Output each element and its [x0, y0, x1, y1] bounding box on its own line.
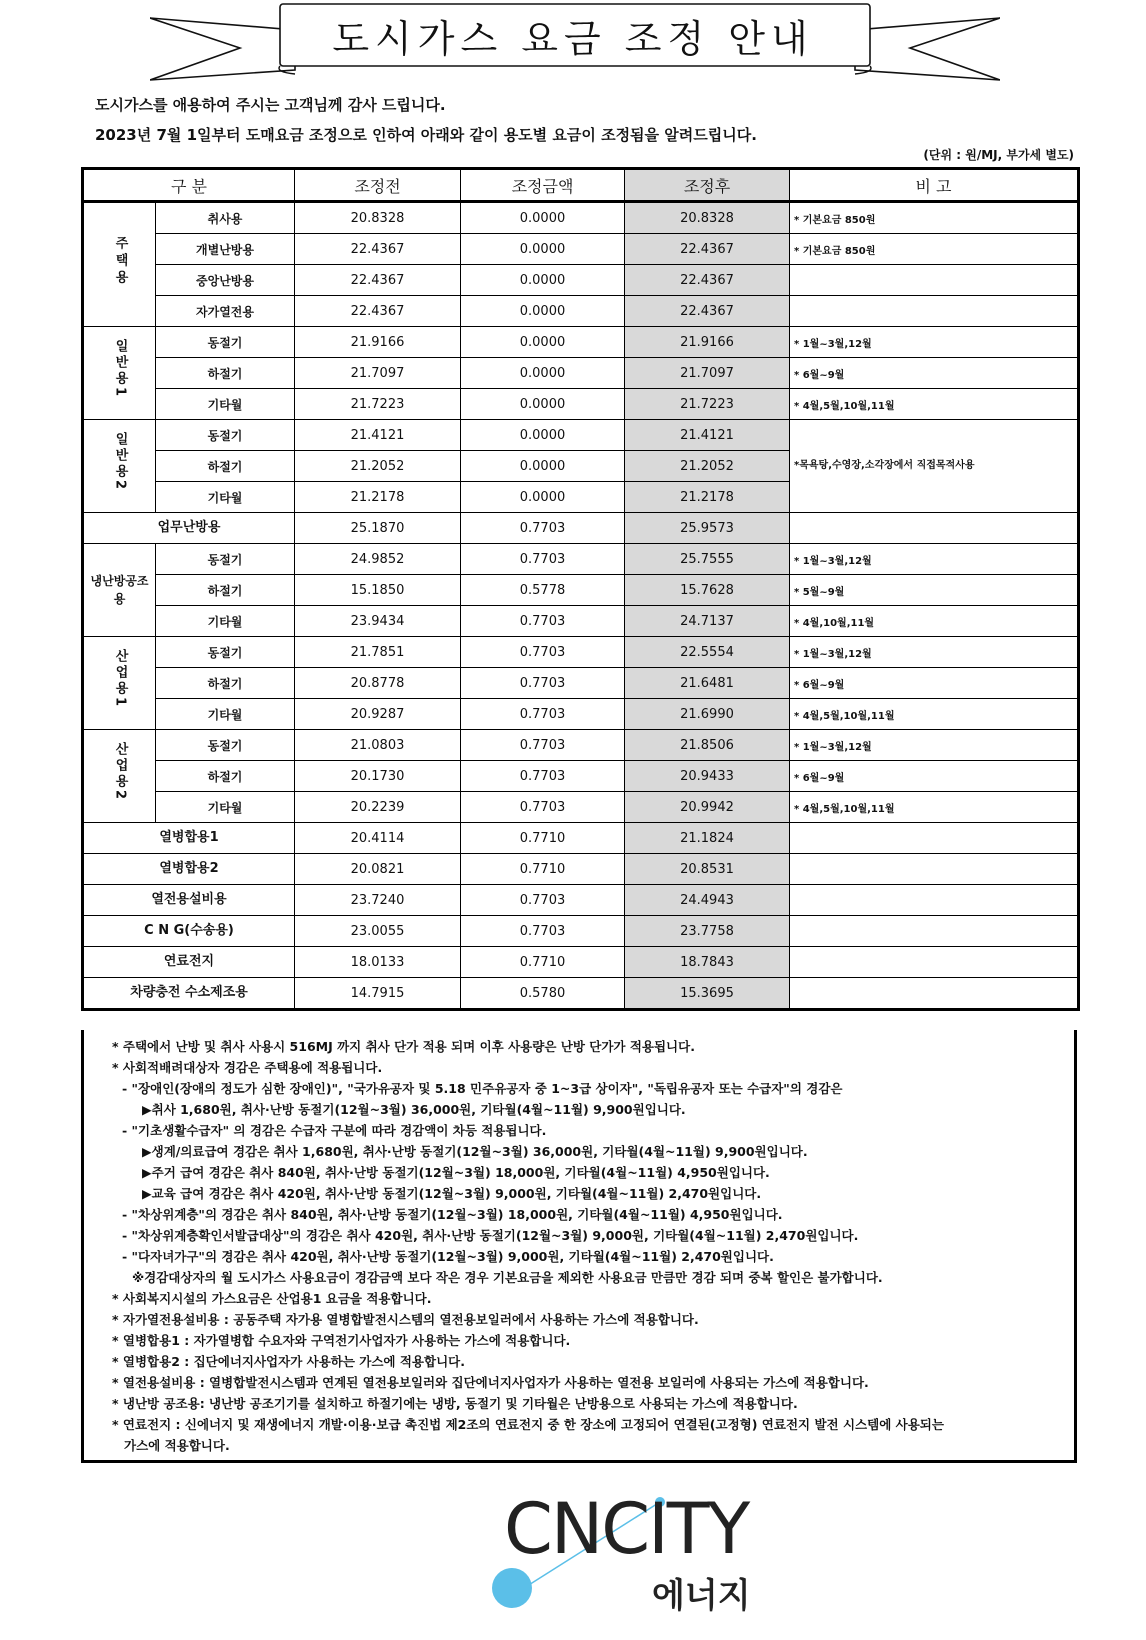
amount-cell: 0.5780	[461, 978, 625, 1010]
note-cell: * 6월~9월	[790, 668, 1079, 699]
logo-subtext: 에너지	[652, 1576, 751, 1616]
table-row	[83, 296, 1079, 327]
table-row	[83, 358, 1079, 389]
logo-text: CNCITY	[504, 1488, 749, 1570]
subcategory-cell: 중앙난방용	[156, 265, 295, 296]
before-cell: 21.0803	[295, 730, 461, 761]
table-row	[83, 761, 1079, 792]
amount-cell: 0.7703	[461, 637, 625, 668]
note-cell	[790, 916, 1079, 947]
after-cell: 21.7223	[625, 389, 790, 420]
notes-box	[81, 1030, 1077, 1463]
header-note: 비 고	[790, 169, 1079, 202]
subcategory-cell: 하절기	[156, 451, 295, 482]
category-label: 주택용	[112, 235, 128, 287]
after-cell: 22.4367	[625, 296, 790, 327]
amount-cell: 0.7710	[461, 854, 625, 885]
note-cell: * 4월,10월,11월	[790, 606, 1079, 637]
subcategory-cell: 동절기	[156, 730, 295, 761]
note-cell: * 5월~9월	[790, 575, 1079, 606]
amount-cell: 0.0000	[461, 389, 625, 420]
table-row	[83, 575, 1079, 606]
amount-cell: 0.0000	[461, 420, 625, 451]
note-cell: * 6월~9월	[790, 761, 1079, 792]
before-cell: 21.2178	[295, 482, 461, 513]
after-cell: 21.2178	[625, 482, 790, 513]
after-cell: 22.5554	[625, 637, 790, 668]
subcategory-cell: 기타월	[156, 482, 295, 513]
after-cell: 20.8531	[625, 854, 790, 885]
amount-cell: 0.7703	[461, 761, 625, 792]
category-cell	[83, 420, 156, 513]
subcategory-cell: 하절기	[156, 668, 295, 699]
table-header-row	[83, 169, 1079, 202]
rate-table	[81, 167, 1080, 1011]
note-cell: * 1월~3월,12월	[790, 637, 1079, 668]
subcategory-cell: 기타월	[156, 606, 295, 637]
note-cell: * 1월~3월,12월	[790, 327, 1079, 358]
note-cell	[790, 296, 1079, 327]
note-cell	[790, 513, 1079, 544]
subcategory-cell: 하절기	[156, 761, 295, 792]
after-cell: 24.7137	[625, 606, 790, 637]
after-cell: 25.7555	[625, 544, 790, 575]
after-cell: 22.4367	[625, 265, 790, 296]
subcategory-cell: 동절기	[156, 420, 295, 451]
header-before: 조정전	[295, 169, 461, 202]
category-label: 일반용1	[112, 339, 128, 400]
note-line: - "기초생활수급자" 의 경감은 수급자 구분에 따라 경감액이 차등 적용됩니다.	[122, 1123, 547, 1138]
category-label: 일반용2	[112, 432, 128, 493]
note-cell	[790, 885, 1079, 916]
note-line: ▶생계/의료급여 경감은 취사 1,680원, 취사·난방 동절기(12월~3월) 36,000원, 기타월(4월~11월) 9,900원입니다.	[142, 1144, 808, 1159]
after-cell: 21.2052	[625, 451, 790, 482]
before-cell: 20.8778	[295, 668, 461, 699]
intro-line-1: 도시가스를 애용하여 주시는 고객님께 감사 드립니다.	[95, 96, 446, 114]
category-cell: 열병합용1	[83, 823, 295, 854]
company-logo	[490, 1480, 790, 1630]
table-row	[83, 730, 1079, 761]
note-cell: * 4월,5월,10월,11월	[790, 699, 1079, 730]
note-line: - "장애인(장애의 정도가 심한 장애인)", "국가유공자 및 5.18 민주유공자 중 1~3급 상이자", "독립유공자 또는 수급자"의 경감은	[122, 1081, 843, 1096]
subcategory-cell: 동절기	[156, 544, 295, 575]
amount-cell: 0.7703	[461, 606, 625, 637]
before-cell: 20.0821	[295, 854, 461, 885]
after-cell: 21.6481	[625, 668, 790, 699]
subcategory-cell: 기타월	[156, 699, 295, 730]
amount-cell: 0.0000	[461, 451, 625, 482]
note-line: * 냉난방 공조용: 냉난방 공조기기를 설치하고 하절기에는 냉방, 동절기 및 기타월은 난방용으로 사용되는 가스에 적용합니다.	[112, 1396, 798, 1411]
table-row	[83, 885, 1079, 916]
subcategory-cell: 동절기	[156, 327, 295, 358]
after-cell: 20.8328	[625, 202, 790, 234]
note-line: * 열전용설비용 : 열병합발전시스템과 연계된 열전용보일러와 집단에너지사업자가 사용하는 열전용 보일러에 사용되는 가스에 적용합니다.	[112, 1375, 869, 1390]
subcategory-cell: 개별난방용	[156, 234, 295, 265]
table-row	[83, 637, 1079, 668]
after-cell: 23.7758	[625, 916, 790, 947]
note-cell	[790, 823, 1079, 854]
note-cell: * 1월~3월,12월	[790, 544, 1079, 575]
note-line: * 자가열전용설비용 : 공동주택 자가용 열병합발전시스템의 열전용보일러에서 사용하는 가스에 적용합니다.	[112, 1312, 699, 1327]
table-row	[83, 854, 1079, 885]
table-row	[83, 420, 1079, 451]
amount-cell: 0.0000	[461, 327, 625, 358]
before-cell: 25.1870	[295, 513, 461, 544]
amount-cell: 0.7703	[461, 513, 625, 544]
after-cell: 21.6990	[625, 699, 790, 730]
header-category: 구 분	[83, 169, 295, 202]
amount-cell: 0.0000	[461, 358, 625, 389]
after-cell: 21.8506	[625, 730, 790, 761]
table-row	[83, 668, 1079, 699]
note-cell: * 1월~3월,12월	[790, 730, 1079, 761]
subcategory-cell: 하절기	[156, 358, 295, 389]
before-cell: 20.8328	[295, 202, 461, 234]
amount-cell: 0.7703	[461, 792, 625, 823]
before-cell: 23.0055	[295, 916, 461, 947]
note-cell: * 6월~9월	[790, 358, 1079, 389]
before-cell: 22.4367	[295, 296, 461, 327]
header-after: 조정후	[625, 169, 790, 202]
category-cell: 업무난방용	[83, 513, 295, 544]
amount-cell: 0.7703	[461, 699, 625, 730]
after-cell: 24.4943	[625, 885, 790, 916]
unit-label: (단위 : 원/MJ, 부가세 별도)	[923, 148, 1074, 162]
note-cell: * 기본요금 850원	[790, 202, 1079, 234]
amount-cell: 0.7703	[461, 885, 625, 916]
note-line: * 열병합용1 : 자가열병합 수요자와 구역전기사업자가 사용하는 가스에 적용합니다.	[112, 1333, 571, 1348]
before-cell: 21.9166	[295, 327, 461, 358]
category-label: 산업용2	[112, 742, 128, 803]
amount-cell: 0.7710	[461, 823, 625, 854]
after-cell: 15.3695	[625, 978, 790, 1010]
table-row	[83, 389, 1079, 420]
note-cell: *목욕탕,수영장,소각장에서 직접목적사용	[790, 420, 1079, 513]
before-cell: 23.9434	[295, 606, 461, 637]
category-cell	[83, 202, 156, 327]
before-cell: 20.2239	[295, 792, 461, 823]
amount-cell: 0.5778	[461, 575, 625, 606]
amount-cell: 0.7703	[461, 916, 625, 947]
category-cell: C N G(수송용)	[83, 916, 295, 947]
before-cell: 20.1730	[295, 761, 461, 792]
table-row	[83, 234, 1079, 265]
note-line: * 사회복지시설의 가스요금은 산업용1 요금을 적용합니다.	[112, 1291, 432, 1306]
table-row	[83, 606, 1079, 637]
amount-cell: 0.0000	[461, 234, 625, 265]
subcategory-cell: 동절기	[156, 637, 295, 668]
category-cell	[83, 637, 156, 730]
note-line: * 열병합용2 : 집단에너지사업자가 사용하는 가스에 적용합니다.	[112, 1354, 465, 1369]
header-amount: 조정금액	[461, 169, 625, 202]
note-cell	[790, 265, 1079, 296]
after-cell: 20.9942	[625, 792, 790, 823]
category-cell: 차량충전 수소제조용	[83, 978, 295, 1010]
note-cell	[790, 978, 1079, 1010]
after-cell: 25.9573	[625, 513, 790, 544]
table-row	[83, 544, 1079, 575]
category-cell	[83, 730, 156, 823]
before-cell: 20.9287	[295, 699, 461, 730]
category-cell	[83, 327, 156, 420]
after-cell: 21.9166	[625, 327, 790, 358]
note-line: ▶교육 급여 경감은 취사 420원, 취사·난방 동절기(12월~3월) 9,000원, 기타월(4월~11월) 2,470원입니다.	[142, 1186, 762, 1201]
note-line: ※경감대상자의 월 도시가스 사용요금이 경감금액 보다 작은 경우 기본요금을 제외한 사용요금 만큼만 경감 되며 중복 할인은 불가합니다.	[132, 1270, 883, 1285]
amount-cell: 0.7703	[461, 668, 625, 699]
subcategory-cell: 기타월	[156, 389, 295, 420]
amount-cell: 0.7703	[461, 730, 625, 761]
before-cell: 22.4367	[295, 234, 461, 265]
before-cell: 22.4367	[295, 265, 461, 296]
after-cell: 21.7097	[625, 358, 790, 389]
after-cell: 15.7628	[625, 575, 790, 606]
amount-cell: 0.0000	[461, 202, 625, 234]
table-row	[83, 947, 1079, 978]
category-cell: 열전용설비용	[83, 885, 295, 916]
after-cell: 21.1824	[625, 823, 790, 854]
after-cell: 18.7843	[625, 947, 790, 978]
subcategory-cell: 자가열전용	[156, 296, 295, 327]
note-line: - "차상위계층"의 경감은 취사 840원, 취사·난방 동절기(12월~3월) 18,000원, 기타월(4월~11월) 4,950원입니다.	[122, 1207, 783, 1222]
category-cell: 열병합용2	[83, 854, 295, 885]
note-cell: * 4월,5월,10월,11월	[790, 792, 1079, 823]
before-cell: 21.7097	[295, 358, 461, 389]
category-label: 산업용1	[112, 649, 128, 710]
before-cell: 23.7240	[295, 885, 461, 916]
subcategory-cell: 기타월	[156, 792, 295, 823]
table-row	[83, 916, 1079, 947]
after-cell: 21.4121	[625, 420, 790, 451]
table-row	[83, 699, 1079, 730]
note-line: * 사회적배려대상자 경감은 주택용에 적용됩니다.	[112, 1060, 383, 1075]
note-cell: * 4월,5월,10월,11월	[790, 389, 1079, 420]
amount-cell: 0.7710	[461, 947, 625, 978]
category-cell: 연료전지	[83, 947, 295, 978]
note-line: * 연료전지 : 신에너지 및 재생에너지 개발·이용·보급 촉진법 제2조의 연료전지 중 한 장소에 고정되어 연결된(고정형) 연료전지 발전 시스템에 사용되는	[112, 1417, 944, 1432]
table-row	[83, 513, 1079, 544]
amount-cell: 0.0000	[461, 482, 625, 513]
subcategory-cell: 하절기	[156, 575, 295, 606]
before-cell: 24.9852	[295, 544, 461, 575]
note-line: - "다자녀가구"의 경감은 취사 420원, 취사·난방 동절기(12월~3월) 9,000원, 기타월(4월~11월) 2,470원입니다.	[122, 1249, 774, 1264]
category-cell: 냉난방공조용	[83, 544, 156, 637]
note-line: - "차상위계층확인서발급대상"의 경감은 취사 420원, 취사·난방 동절기(12월~3월) 9,000원, 기타월(4월~11월) 2,470원입니다.	[122, 1228, 859, 1243]
note-cell: * 기본요금 850원	[790, 234, 1079, 265]
before-cell: 21.2052	[295, 451, 461, 482]
intro-line-2: 2023년 7월 1일부터 도매요금 조정으로 인하여 아래와 같이 용도별 요금이 조정됨을 알려드립니다.	[95, 126, 757, 144]
note-cell	[790, 947, 1079, 978]
before-cell: 21.7223	[295, 389, 461, 420]
amount-cell: 0.0000	[461, 265, 625, 296]
note-line: ▶주거 급여 경감은 취사 840원, 취사·난방 동절기(12월~3월) 18,000원, 기타월(4월~11월) 4,950원입니다.	[142, 1165, 770, 1180]
table-row	[83, 202, 1079, 234]
page-title: 도시가스 요금 조정 안내	[332, 16, 814, 61]
note-line: * 주택에서 난방 및 취사 사용시 516MJ 까지 취사 단가 적용 되며 이후 사용량은 난방 단가가 적용됩니다.	[112, 1039, 695, 1054]
table-row	[83, 327, 1079, 358]
before-cell: 18.0133	[295, 947, 461, 978]
after-cell: 20.9433	[625, 761, 790, 792]
before-cell: 21.4121	[295, 420, 461, 451]
table-row	[83, 978, 1079, 1010]
amount-cell: 0.7703	[461, 544, 625, 575]
before-cell: 14.7915	[295, 978, 461, 1010]
amount-cell: 0.0000	[461, 296, 625, 327]
table-row	[83, 823, 1079, 854]
before-cell: 21.7851	[295, 637, 461, 668]
before-cell: 20.4114	[295, 823, 461, 854]
table-row	[83, 265, 1079, 296]
note-line: 가스에 적용합니다.	[124, 1438, 230, 1453]
note-cell	[790, 854, 1079, 885]
after-cell: 22.4367	[625, 234, 790, 265]
note-line: ▶취사 1,680원, 취사·난방 동절기(12월~3월) 36,000원, 기타월(4월~11월) 9,900원입니다.	[142, 1102, 686, 1117]
before-cell: 15.1850	[295, 575, 461, 606]
subcategory-cell: 취사용	[156, 202, 295, 234]
table-row	[83, 792, 1079, 823]
